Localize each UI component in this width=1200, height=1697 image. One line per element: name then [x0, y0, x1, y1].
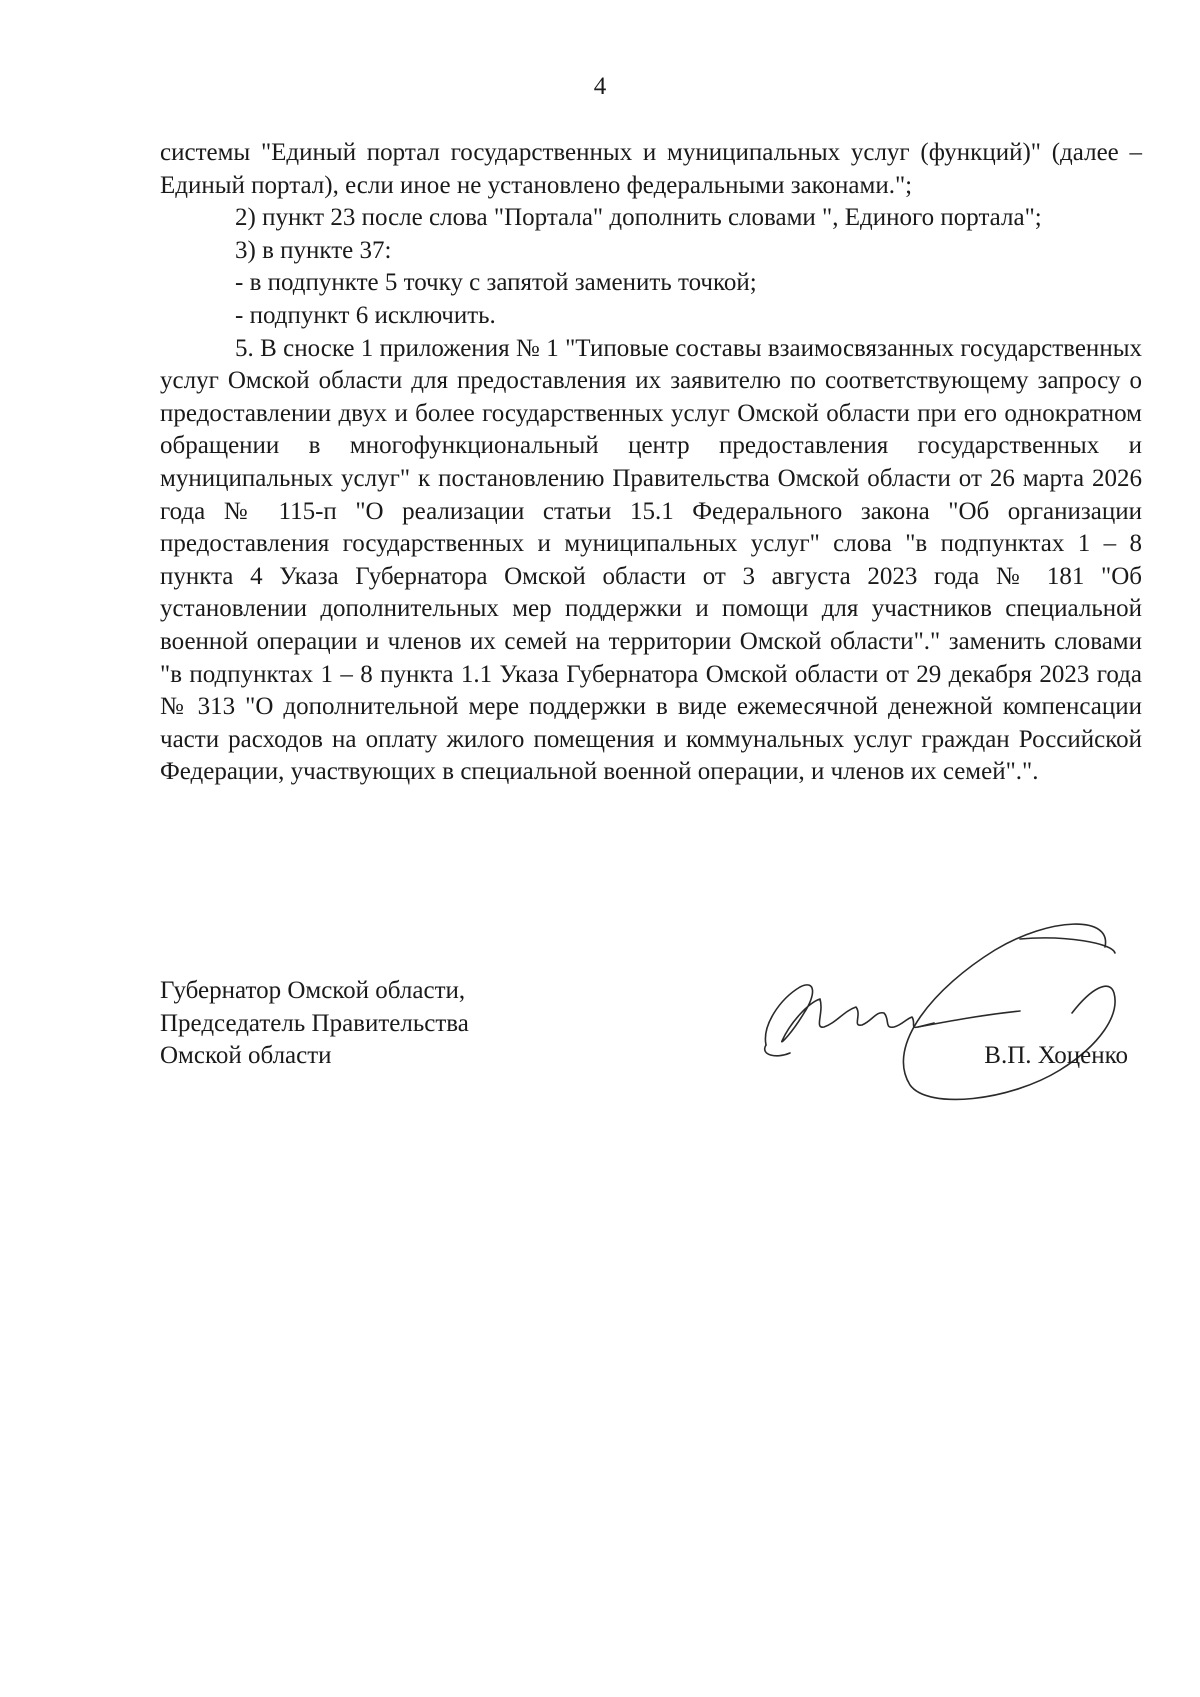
paragraph-subitem-5: - в подпункте 5 точку с запятой заменить точкой;: [235, 269, 757, 297]
page-number: 4: [593, 73, 607, 100]
signer-title-line: Губернатор Омской области,: [160, 977, 466, 1004]
document-body: [160, 137, 1142, 789]
paragraph-subitem-6: - подпункт 6 исключить.: [235, 301, 496, 329]
handwritten-signature: [720, 895, 1140, 1110]
signer-title-line: Председатель Правительства: [160, 1009, 469, 1037]
paragraph-section-5: 5. В сноске 1 приложения № 1 "Типовые составы взаимосвязанных государственных услуг Омской области для предоставления их заявителю по соответствующему запросу о предоставлении двух и более государственных услуг Омской области при его однократном обращении в многофункциональный центр предоставления государственных и муниципальных услуг" к постановлению Правительства Омской области от 26 марта 2026 года № 115-п "О реализации статьи 15.1 Федерального закона "Об организации предоставления государственных и муниципальных услуг" слова "в подпунктах 1 – 8 пункта 4 Указа Губернатора Омской области от 3 августа 2023 года № 181 "Об установлении дополнительных мер поддержки и помощи для участников специальной военной операции и членов их семей на территории Омской области"." заменить словами "в подпунктах 1 – 8 пункта 1.1 Указа Губернатора Омской области от 29 декабря 2023 года № 313 "О дополнительной мере поддержки в виде ежемесячной денежной компенсации части расходов на оплату жилого помещения и коммунальных услуг граждан Российской Федерации, участвующих в специальной военной операции, и членов их семей".".: [160, 334, 1142, 786]
signature-block: [160, 975, 1142, 1115]
paragraph-item-2: 2) пункт 23 после слова "Портала" дополнить словами ", Единого портала";: [235, 204, 1042, 232]
signer-name: В.П. Хоценко: [984, 1042, 1128, 1069]
signer-title-line: Омской области: [160, 1042, 332, 1070]
paragraph-continuation: системы "Единый портал государственных и муниципальных услуг (функций)" (далее – Единый портал), если иное не установлено федеральными законами.";: [160, 139, 1142, 199]
paragraph-item-3: 3) в пункте 37:: [235, 236, 392, 264]
